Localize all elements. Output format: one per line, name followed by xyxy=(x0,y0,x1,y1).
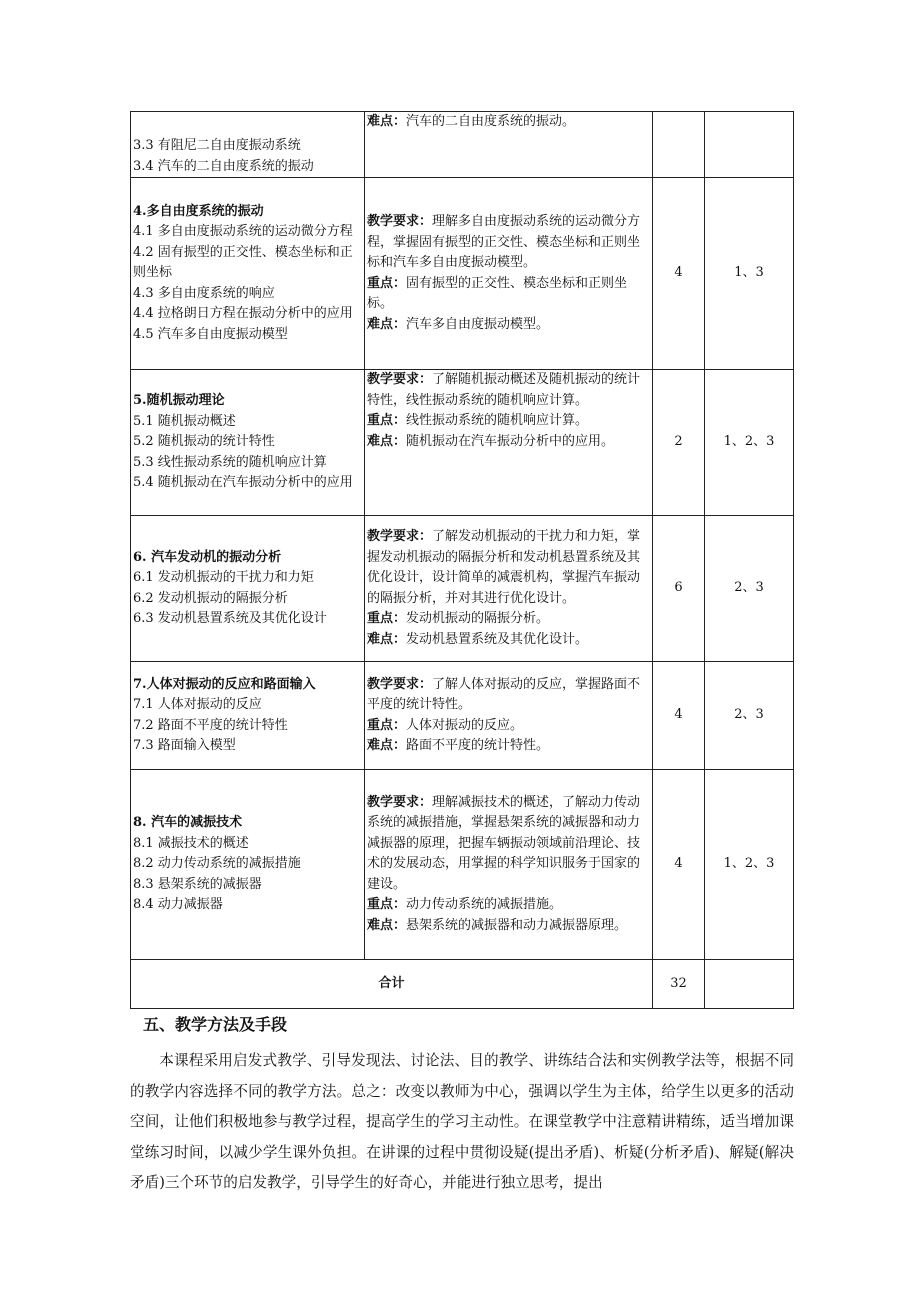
hours-cell: 4 xyxy=(653,770,705,960)
chapter-title: 8. 汽车的减振技术 xyxy=(133,815,243,831)
content-line: 5.3 线性振动系统的随机响应计算 xyxy=(133,454,327,470)
requirement-line xyxy=(367,609,650,630)
requirement-line xyxy=(367,736,650,757)
content-line: 7.3 路面输入模型 xyxy=(133,738,236,753)
requirement-label: 难点： xyxy=(367,114,407,129)
objectives-cell xyxy=(705,112,794,178)
syllabus-table xyxy=(130,111,794,1009)
content-cell xyxy=(131,662,365,770)
requirement-label: 难点： xyxy=(367,738,407,753)
requirement-label: 教学要求： xyxy=(367,794,433,810)
requirement-text: 随机振动在汽车振动分析中的应用。 xyxy=(406,433,615,449)
content-cell xyxy=(131,178,365,370)
requirement-label: 难点： xyxy=(367,917,407,933)
content-line: 4.3 多自由度系统的响应 xyxy=(133,285,275,301)
requirement-text: 发动机振动的隔振分析。 xyxy=(406,611,550,626)
requirement-label: 重点： xyxy=(367,611,407,626)
requirement-label: 重点： xyxy=(367,897,407,913)
requirement-text: 汽车的二自由度系统的振动。 xyxy=(406,114,576,129)
requirement-line xyxy=(367,916,650,937)
requirement-text: 理解多自由度振动系统的运动微分方程，掌握固有振型的正交性、模态坐标和正则坐标和汽车多自由度振动模型。 xyxy=(367,214,641,270)
requirement-label: 教学要求： xyxy=(367,529,433,544)
requirements-cell xyxy=(365,516,653,662)
content-cell xyxy=(131,516,365,662)
chapter-title: 5.随机振动理论 xyxy=(133,393,225,409)
requirement-text: 人体对振动的反应。 xyxy=(406,717,524,733)
table-row xyxy=(131,178,794,370)
table-row xyxy=(131,516,794,662)
requirement-line xyxy=(367,315,650,336)
content-line: 7.2 路面不平度的统计特性 xyxy=(133,717,288,733)
requirement-text: 了解人体对振动的反应，掌握路面不平度的统计特性。 xyxy=(367,676,641,712)
content-line: 8.4 动力减振器 xyxy=(133,897,223,913)
content-line: 8.1 减振技术的概述 xyxy=(133,835,249,851)
hours-cell: 4 xyxy=(653,178,705,370)
requirements-cell xyxy=(365,770,653,960)
requirement-label: 教学要求： xyxy=(367,372,433,387)
content-line: 8.2 动力传动系统的减振措施 xyxy=(133,856,301,872)
requirement-line xyxy=(367,630,650,651)
requirement-text: 了解发动机振动的干扰力和力矩，掌握发动机振动的隔振分析和发动机悬置系统及其优化设计，设计简单的减震机构，掌握汽车振动的隔振分析，并对其进行优化设计。 xyxy=(367,529,641,606)
table-row xyxy=(131,770,794,960)
requirements-cell xyxy=(365,662,653,770)
requirement-line xyxy=(367,274,650,315)
content-line: 5.1 随机振动概述 xyxy=(133,413,236,429)
requirement-label: 难点： xyxy=(367,316,407,332)
total-hours: 32 xyxy=(653,960,705,1009)
content-cell xyxy=(131,370,365,516)
requirement-line xyxy=(367,432,650,453)
hours-cell xyxy=(653,112,705,178)
requirement-text: 了解随机振动概述及随机振动的统计特性，线性振动系统的随机响应计算。 xyxy=(367,372,641,408)
requirement-line xyxy=(367,895,650,916)
objectives-cell: 1、2、3 xyxy=(705,370,794,516)
objectives-cell: 1、3 xyxy=(705,178,794,370)
requirement-line xyxy=(367,793,650,896)
requirement-text: 路面不平度的统计特性。 xyxy=(406,738,550,753)
requirement-line xyxy=(367,527,650,609)
content-cell xyxy=(131,770,365,960)
requirement-line xyxy=(367,112,650,133)
requirements-cell xyxy=(365,112,653,178)
requirement-text: 动力传动系统的减振措施。 xyxy=(406,897,563,913)
requirement-line xyxy=(367,675,650,716)
content-line: 4.1 多自由度振动系统的运动微分方程 xyxy=(133,224,353,240)
table-row xyxy=(131,370,794,516)
content-line: 3.3 有阻尼二自由度振动系统 xyxy=(133,138,301,153)
requirement-line xyxy=(367,716,650,737)
total-objectives-cell xyxy=(705,960,794,1009)
requirement-text: 悬架系统的减振器和动力减振器原理。 xyxy=(406,917,628,933)
requirement-label: 难点： xyxy=(367,631,407,647)
objectives-cell: 2、3 xyxy=(705,662,794,770)
requirement-label: 教学要求： xyxy=(367,214,433,229)
table-row xyxy=(131,112,794,178)
requirement-text: 汽车多自由度振动模型。 xyxy=(406,316,550,332)
requirement-label: 重点： xyxy=(367,275,407,291)
content-line: 8.3 悬架系统的减振器 xyxy=(133,876,262,892)
requirement-text: 线性振动系统的随机响应计算。 xyxy=(406,413,589,428)
content-line: 6.2 发动机振动的隔振分析 xyxy=(133,590,288,606)
content-line: 4.2 固有振型的正交性、模态坐标和正则坐标 xyxy=(133,244,353,281)
objectives-cell: 1、2、3 xyxy=(705,770,794,960)
requirement-text: 理解减振技术的概述，了解动力传动系统的减振措施，掌握悬架系统的减振器和动力减振器的原理，把握车辆振动领域前沿理论、技术的发展动态，用掌握的科学知识服务于国家的建设。 xyxy=(367,794,641,892)
hours-cell: 6 xyxy=(653,516,705,662)
requirement-line xyxy=(367,212,650,274)
requirement-label: 难点： xyxy=(367,433,407,449)
requirement-text: 发动机悬置系统及其优化设计。 xyxy=(406,631,589,647)
hours-cell: 2 xyxy=(653,370,705,516)
section-heading: 五、教学方法及手段 xyxy=(143,1015,288,1034)
requirements-cell xyxy=(365,370,653,516)
total-row xyxy=(131,960,794,1009)
hours-cell: 4 xyxy=(653,662,705,770)
content-line: 6.3 发动机悬置系统及其优化设计 xyxy=(133,611,327,626)
requirement-line xyxy=(367,411,650,432)
requirement-label: 重点： xyxy=(367,717,407,733)
chapter-title: 6. 汽车发动机的振动分析 xyxy=(133,549,282,565)
chapter-title: 4.多自由度系统的振动 xyxy=(133,203,264,219)
content-line: 7.1 人体对振动的反应 xyxy=(133,697,262,712)
section-paragraph: 本课程采用启发式教学、引导发现法、讨论法、目的教学、讲练结合法和实例教学法等，根据不同的教学内容选择不同的教学方法。总之：改变以教师为中心，强调以学生为主体，给学生以更多的活动空间，让他们积极地参与教学过程，提高学生的学习主动性。在课堂教学中注意精讲精练，适当增加课堂练习时间，以减少学生课外负担。在讲课的过程中贯彻设疑(提出矛盾)、析疑(分析矛盾)、解疑(解决矛盾)三个环节的启发教学，引导学生的好奇心，并能进行独立思考，提出 xyxy=(130,1052,794,1191)
content-line: 3.4 汽车的二自由度系统的振动 xyxy=(133,158,314,174)
requirement-text: 固有振型的正交性、模态坐标和正则坐标。 xyxy=(367,275,628,311)
requirements-cell xyxy=(365,178,653,370)
content-cell xyxy=(131,112,365,178)
chapter-title: 7.人体对振动的反应和路面输入 xyxy=(133,676,316,692)
content-line: 5.2 随机振动的统计特性 xyxy=(133,434,275,450)
content-line: 4.4 拉格朗日方程在振动分析中的应用 xyxy=(133,306,353,322)
total-label: 合计 xyxy=(131,960,653,1009)
requirement-label: 重点： xyxy=(367,413,407,428)
requirement-label: 教学要求： xyxy=(367,676,433,692)
content-line: 5.4 随机振动在汽车振动分析中的应用 xyxy=(133,475,353,491)
objectives-cell: 2、3 xyxy=(705,516,794,662)
content-line: 6.1 发动机振动的干扰力和力矩 xyxy=(133,570,314,585)
content-line: 4.5 汽车多自由度振动模型 xyxy=(133,326,288,342)
table-row xyxy=(131,662,794,770)
requirement-line xyxy=(367,370,650,411)
